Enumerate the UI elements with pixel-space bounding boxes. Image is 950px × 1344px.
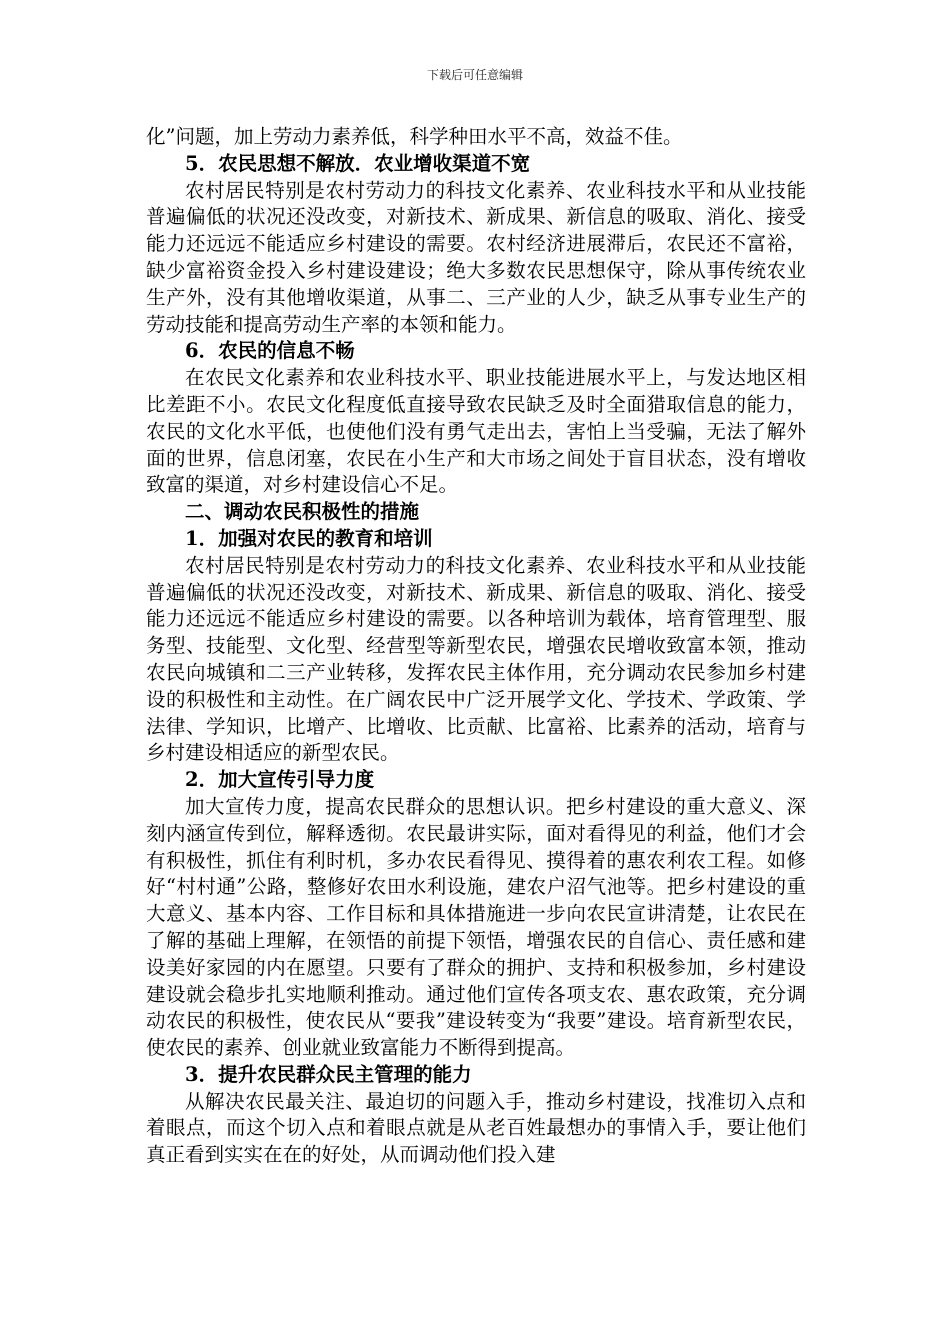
document-body xyxy=(146,124,806,1169)
page-header: 下载后可任意编辑 xyxy=(426,68,523,82)
paragraph: 从解决农民最关注、最迫切的问题入手，推动乡村建设，找准切入点和着眼点，而这个切入点和着眼点就是从老百姓最想办的事情入手，要让他们真正看到实实在在的好处，从而调动他们投入建 xyxy=(146,1089,806,1167)
chapter-heading-2: 二、调动农民积极性的措施 xyxy=(185,500,420,524)
paragraph-continuation: 化”问题，加上劳动力素养低，科学种田水平不高，效益不佳。 xyxy=(146,125,683,148)
section-heading-5: 5．农民思想不解放．农业增收渠道不宽 xyxy=(185,151,531,175)
section-heading-6: 6．农民的信息不畅 xyxy=(185,339,355,363)
paragraph: 加大宣传力度，提高农民群众的思想认识。把乡村建设的重大意义、深刻内涵宣传到位，解释透彻。农民最讲实际，面对看得见的利益，他们才会有积极性，抓住有利时机，多办农民看得见、摸得着的惠农利农工程。如修好“村村通”公路，整修好农田水利设施，建农户沼气池等。把乡村建设的重大意义、基本内容、工作目标和具体措施进一步向农民宣讲清楚，让农民在了解的基础上理解，在领悟的前提下领悟，增强农民的自信心、责任感和建设美好家园的内在愿望。只要有了群众的拥护、支持和积极参加，乡村建设建设就会稳步扎实地顺利推动。通过他们宣传各项支农、惠农政策，充分调动农民的积极性，使农民从“要我”建设转变为“我要”建设。培育新型农民，使农民的素养、创业就业致富能力不断得到提高。 xyxy=(146,794,806,1060)
paragraph: 农村居民特别是农村劳动力的科技文化素养、农业科技水平和从业技能普遍偏低的状况还没改变，对新技术、新成果、新信息的吸取、消化、接受能力还远远不能适应乡村建设的需要。以各种培训为载体，培育管理型、服务型、技能型、文化型、经营型等新型农民，增强农民增收致富本领，推动农民向城镇和二三产业转移，发挥农民主体作用，充分调动农民参加乡村建设的积极性和主动性。在广阔农民中广泛开展学文化、学技术、学政策、学法律、学知识，比增产、比增收、比贡献、比富裕、比素养的活动，培育与乡村建设相适应的新型农民。 xyxy=(146,553,806,765)
section-heading-3: 3．提升农民群众民主管理的能力 xyxy=(185,1062,472,1086)
paragraph: 农村居民特别是农村劳动力的科技文化素养、农业科技水平和从业技能普遍偏低的状况还没改变，对新技术、新成果、新信息的吸取、消化、接受能力还远远不能适应乡村建设的需要。农村经济进展滞后，农民还不富裕，缺少富裕资金投入乡村建设建设；绝大多数农民思想保守，除从事传统农业生产外，没有其他增收渠道，从事二、三产业的人少，缺乏从事专业生产的劳动技能和提高劳动生产率的本领和能力。 xyxy=(146,178,806,336)
section-heading-2: 2．加大宣传引导力度 xyxy=(185,768,375,792)
section-heading-1: 1．加强对农民的教育和培训 xyxy=(185,526,433,550)
paragraph: 在农民文化素养和农业科技水平、职业技能进展水平上，与发达地区相比差距不小。农民文化程度低直接导致农民缺乏及时全面猎取信息的能力，农民的文化水平低，也使他们没有勇气走出去，害怕上当受骗，无法了解外面的世界，信息闭塞，农民在小生产和大市场之间处于盲目状态，没有增收致富的渠道，对乡村建设信心不足。 xyxy=(146,366,806,497)
